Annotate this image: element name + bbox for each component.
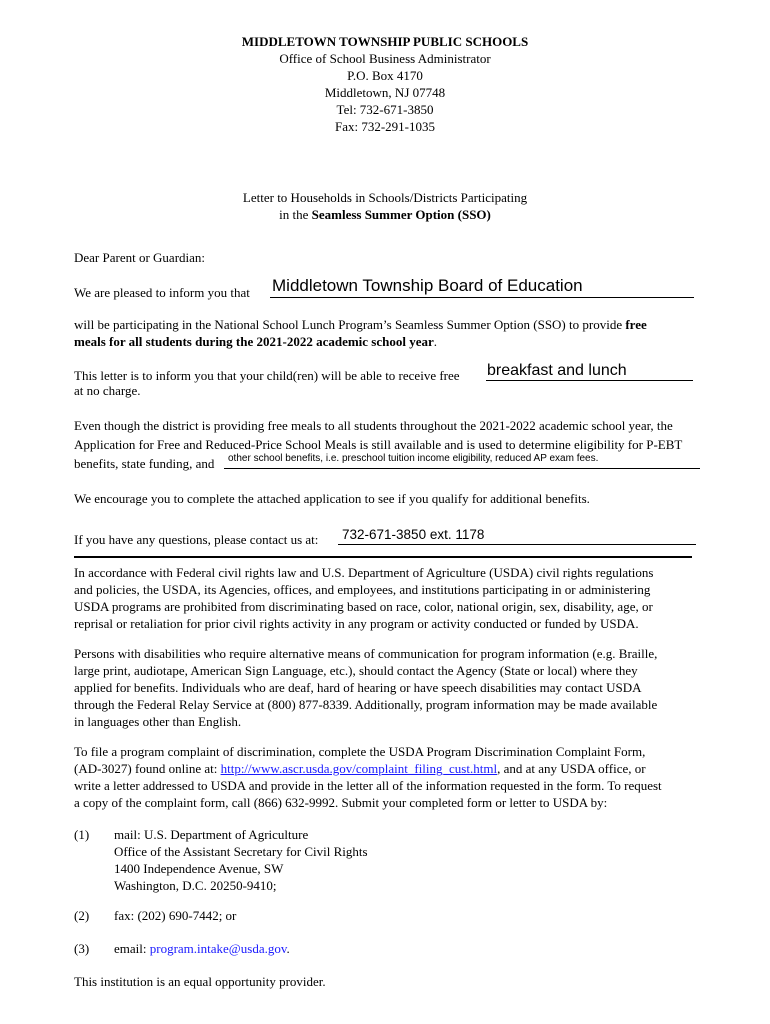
disabilities-paragraph	[74, 645, 714, 730]
contact-prefix: If you have any questions, please contact us at:	[74, 532, 319, 547]
greeting: Dear Parent or Guardian:	[74, 250, 206, 265]
complaint-line: To file a program complaint of discrimination, complete the USDA Program Discrimination Complaint Form,	[74, 744, 646, 759]
subject-line-1: Letter to Households in Schools/Districts Participating	[242, 190, 528, 205]
letter-subject	[0, 189, 770, 223]
office-name: Office of School Business Administrator	[279, 51, 491, 66]
complaint-link[interactable]: http://www.ascr.usda.gov/complaint_filing_cust.html	[220, 761, 498, 776]
city-state: Middletown, NJ 07748	[324, 85, 446, 100]
participation-end: .	[433, 334, 438, 349]
mail-line: Washington, D.C. 20250-9410;	[114, 878, 277, 893]
complaint-line: write a letter addressed to USDA and provide in the letter all of the information requested in the form. To request	[74, 778, 662, 793]
participation-text	[74, 316, 714, 350]
subject-bold: Seamless Summer Option (SSO)	[311, 207, 491, 222]
civil-rights-line: In accordance with Federal civil rights law and U.S. Department of Agriculture (USDA) civil rights regulations	[74, 565, 654, 580]
civil-rights-line: and policies, the USDA, its Agencies, offices, and employees, and institutions participating in or administering	[74, 582, 651, 597]
organization-field[interactable]: Middletown Township Board of Education	[270, 276, 694, 298]
mail-line: 1400 Independence Avenue, SW	[114, 861, 284, 876]
complaint-form-suffix: , and at any USDA office, or	[497, 761, 646, 776]
disabilities-line: in languages other than English.	[74, 714, 242, 729]
application-line-2: Application for Free and Reduced-Price School Meals is still available and is used to determine eligibility for P-EBT	[74, 437, 683, 452]
section-divider	[74, 556, 692, 558]
telephone: Tel: 732-671-3850	[336, 102, 434, 117]
meals-prefix: This letter is to inform you that your child(ren) will be able to receive free	[74, 368, 460, 383]
mail-line: Office of the Assistant Secretary for Civil Rights	[114, 844, 368, 859]
letterhead	[0, 33, 770, 135]
application-line-3: benefits, state funding, and	[74, 456, 215, 471]
email-prefix: email:	[114, 941, 150, 956]
fax-item: fax: (202) 690-7442; or	[114, 908, 237, 923]
equal-opportunity-statement: This institution is an equal opportunity provider.	[74, 974, 326, 989]
application-line-1: Even though the district is providing free meals to all students throughout the 2021-2022 academic school year, the	[74, 418, 673, 433]
complaint-line: a copy of the complaint form, call (866) 632-9992. Submit your completed form or letter to USDA by:	[74, 795, 608, 810]
list-number-3: (3)	[74, 941, 90, 956]
po-box: P.O. Box 4170	[347, 68, 423, 83]
participation-plain: will be participating in the National School Lunch Program’s Seamless Summer Option (SSO) to provide	[74, 317, 626, 332]
email-item	[114, 940, 290, 957]
email-suffix: .	[286, 941, 290, 956]
fax: Fax: 732-291-1035	[334, 119, 436, 134]
disabilities-line: Persons with disabilities who require alternative means of communication for program information (e.g. Braille,	[74, 646, 658, 661]
complaint-line	[74, 760, 714, 777]
encourage-text: We encourage you to complete the attached application to see if you qualify for additional benefits.	[74, 491, 590, 506]
email-link[interactable]: program.intake@usda.gov	[149, 941, 287, 956]
complaint-form-prefix: (AD-3027) found online at:	[74, 761, 221, 776]
disabilities-line: through the Federal Relay Service at (800) 877-8339. Additionally, program information may be made available	[74, 697, 658, 712]
subject-line-2	[0, 206, 770, 223]
disabilities-line: applied for benefits. Individuals who are deaf, hard of hearing or have speech disabilities may contact USDA	[74, 680, 642, 695]
disabilities-line: large print, audiotape, American Sign Language, etc.), should contact the Agency (State or local) where they	[74, 663, 638, 678]
civil-rights-line: reprisal or retaliation for prior civil rights activity in any program or activity conducted or funded by USDA.	[74, 616, 639, 631]
inform-prefix: We are pleased to inform you that	[74, 285, 250, 300]
civil-rights-line: USDA programs are prohibited from discriminating based on race, color, national origin, sex, disability, age, or	[74, 599, 653, 614]
list-number-1: (1)	[74, 827, 90, 842]
complaint-paragraph	[74, 743, 714, 811]
civil-rights-paragraph	[74, 564, 714, 632]
meals-suffix: at no charge.	[74, 383, 141, 398]
contact-field[interactable]: 732-671-3850 ext. 1178	[338, 527, 696, 545]
list-number-2: (2)	[74, 908, 90, 923]
participation-bold: meals for all students during the 2021-2022 academic school year	[74, 334, 434, 349]
meals-field[interactable]: breakfast and lunch	[486, 361, 693, 381]
mail-line: mail: U.S. Department of Agriculture	[114, 827, 309, 842]
subject-prefix: in the	[279, 207, 312, 222]
mail-address	[114, 826, 368, 894]
participation-free: free	[625, 317, 647, 332]
org-name: MIDDLETOWN TOWNSHIP PUBLIC SCHOOLS	[241, 34, 529, 49]
other-benefits-field[interactable]: other school benefits, i.e. preschool tuition income eligibility, reduced AP exam fees.	[224, 453, 700, 469]
